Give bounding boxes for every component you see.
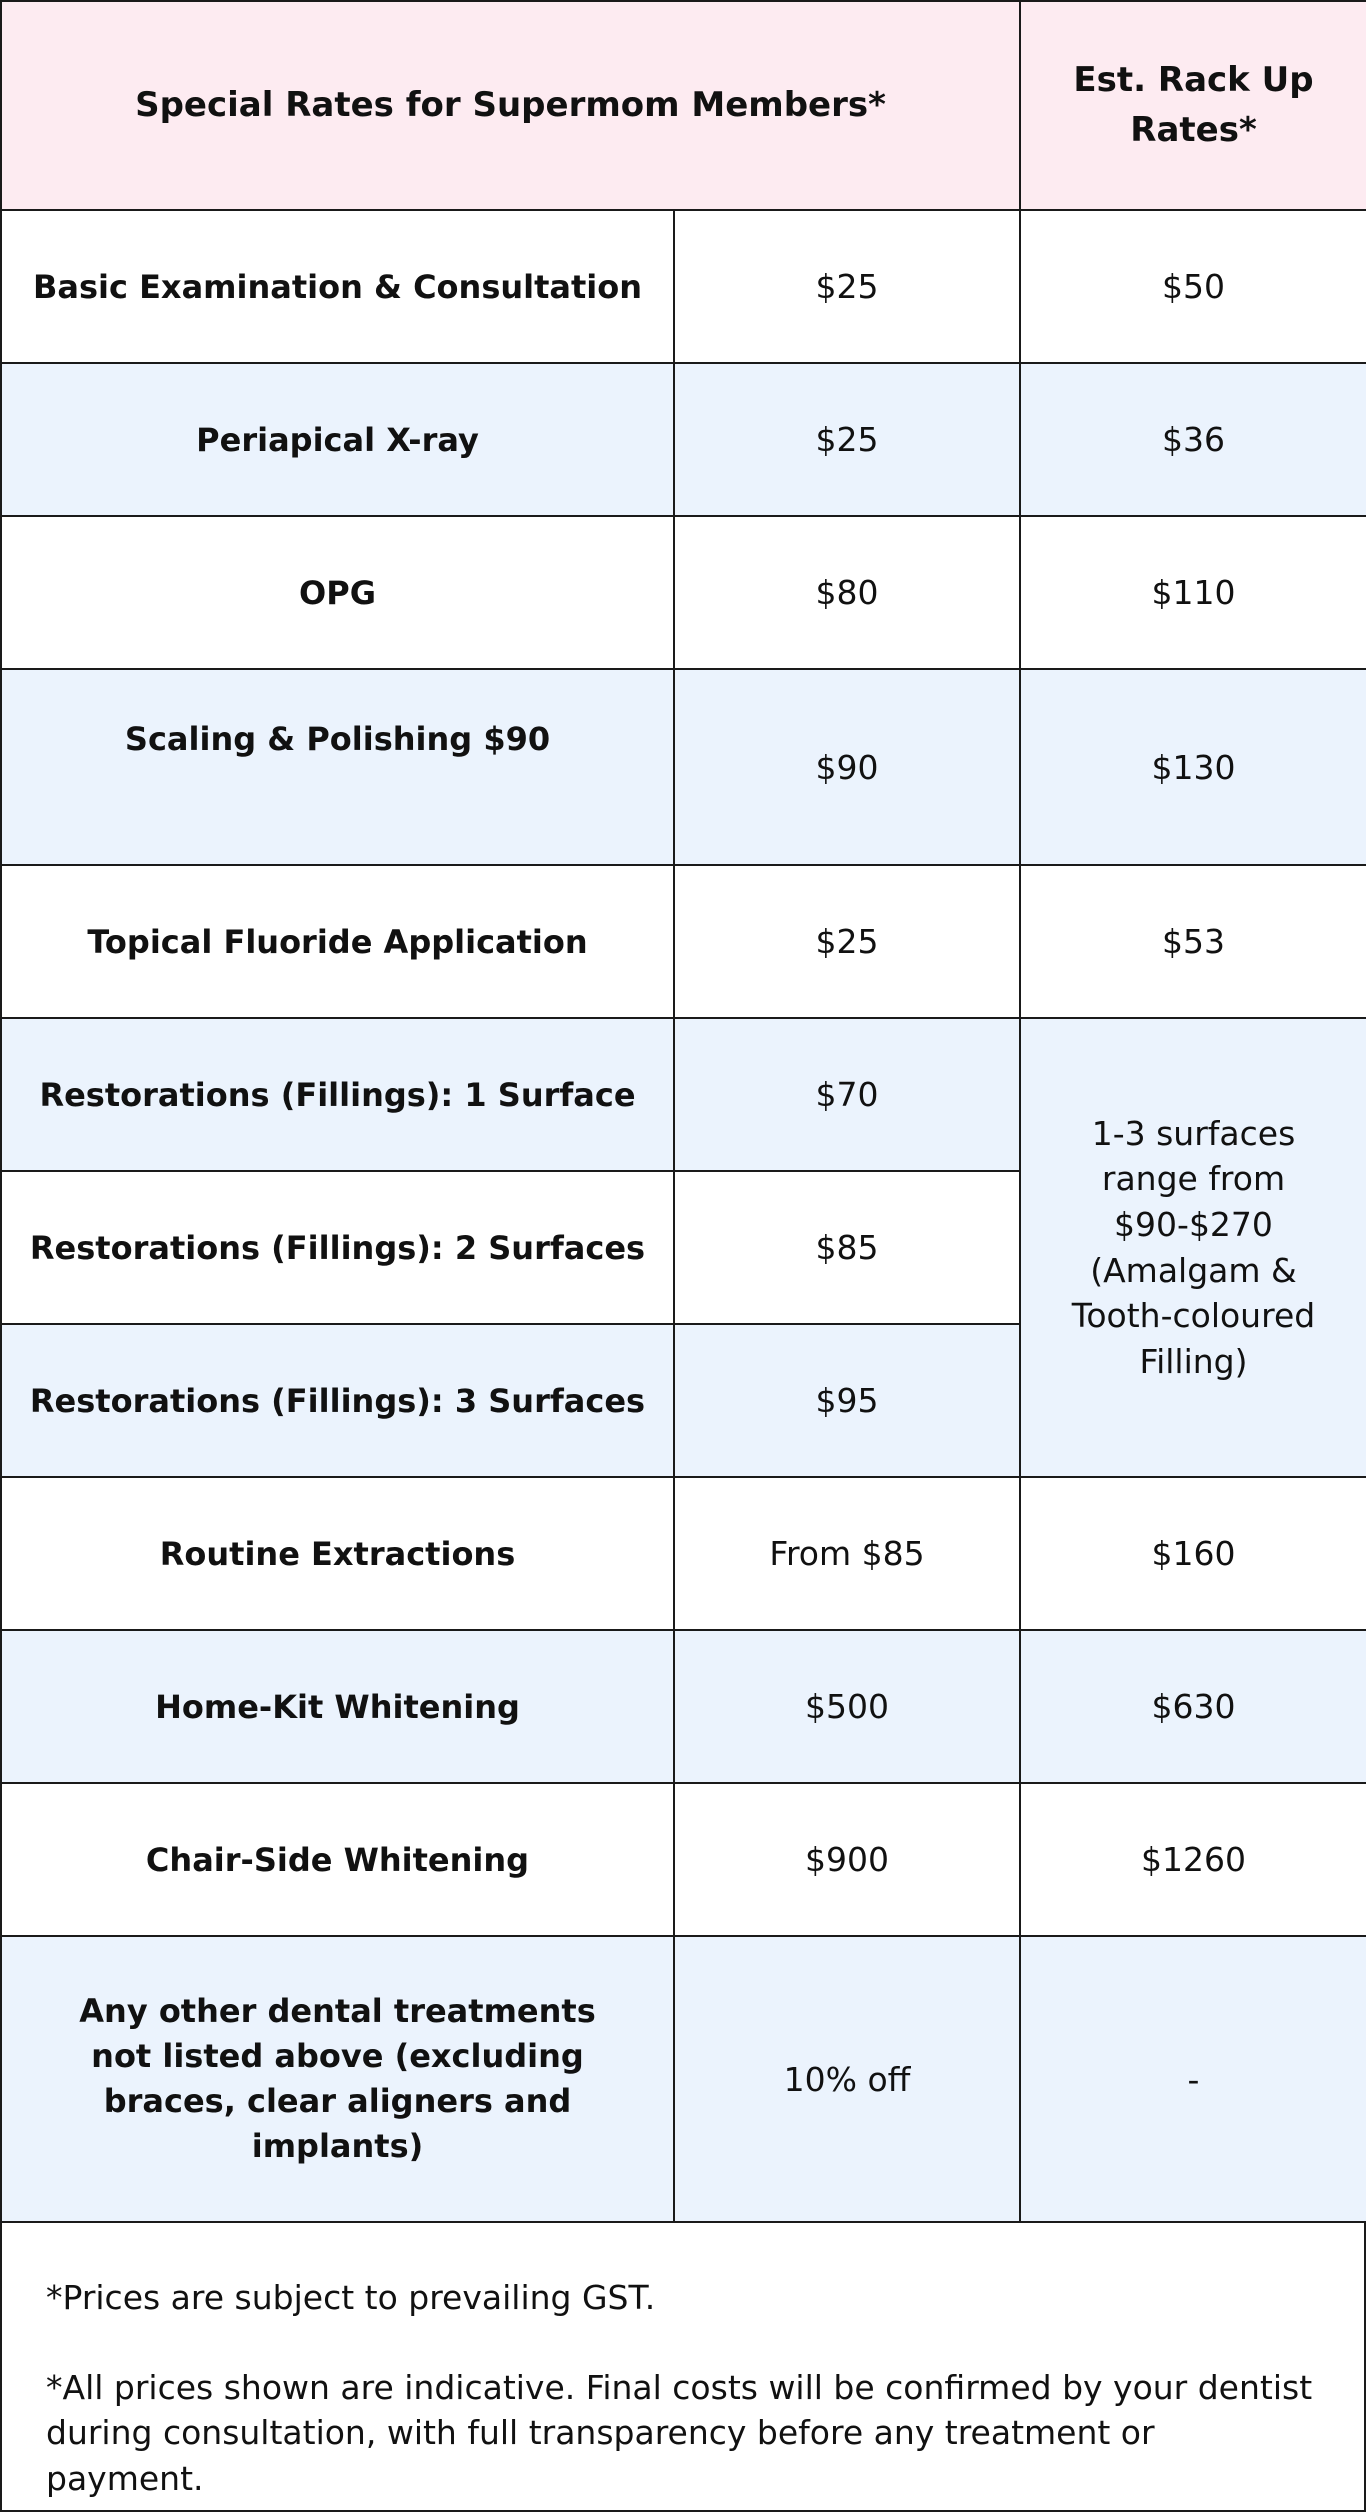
- member-rate: $85: [674, 1171, 1020, 1324]
- service-name: Restorations (Fillings): 1 Surface: [1, 1018, 674, 1171]
- footnote-indicative: *All prices shown are indicative. Final costs will be confirmed by your dentist during consultation, with full transparency before any treatment or payment.: [46, 2367, 1313, 2498]
- service-name: Restorations (Fillings): 2 Surfaces: [1, 1171, 674, 1324]
- rack-rate: -: [1020, 1936, 1366, 2222]
- table-row: [1, 363, 1366, 516]
- table-row: [1, 865, 1366, 1018]
- rack-rate: $1260: [1020, 1783, 1366, 1936]
- header-rack-up: Est. Rack Up Rates*: [1020, 1, 1366, 210]
- table-row: [1, 1477, 1366, 1630]
- table-row: [1, 1936, 1366, 2222]
- service-name: Scaling & Polishing $90: [1, 669, 674, 865]
- table-row: [1, 1630, 1366, 1783]
- service-name: Chair-Side Whitening: [1, 1783, 674, 1936]
- service-name: OPG: [1, 516, 674, 669]
- member-rate: $25: [674, 363, 1020, 516]
- table-row: [1, 1018, 1366, 1171]
- service-name: Restorations (Fillings): 3 Surfaces: [1, 1324, 674, 1477]
- rack-rate: $160: [1020, 1477, 1366, 1630]
- service-name: Topical Fluoride Application: [1, 865, 674, 1018]
- footnotes: [0, 2223, 1366, 2512]
- table-row: [1, 669, 1366, 865]
- footnote-gst: *Prices are subject to prevailing GST.: [46, 2278, 656, 2317]
- rack-rate: $630: [1020, 1630, 1366, 1783]
- member-rate: 10% off: [674, 1936, 1020, 2222]
- member-rate: $900: [674, 1783, 1020, 1936]
- service-name: Basic Examination & Consultation: [1, 210, 674, 363]
- table-row: [1, 210, 1366, 363]
- member-rate: $70: [674, 1018, 1020, 1171]
- member-rate: $25: [674, 210, 1020, 363]
- rack-rate: $50: [1020, 210, 1366, 363]
- table-row: [1, 1783, 1366, 1936]
- rack-rate: $53: [1020, 865, 1366, 1018]
- table-header: [1, 1, 1366, 210]
- member-rate: $500: [674, 1630, 1020, 1783]
- header-title: Special Rates for Supermom Members*: [1, 1, 1020, 210]
- table-row: [1, 516, 1366, 669]
- service-name: Any other dental treatments not listed above (excluding braces, clear aligners and implants): [1, 1936, 674, 2222]
- member-rate: $95: [674, 1324, 1020, 1477]
- rack-rate: $36: [1020, 363, 1366, 516]
- member-rate: From $85: [674, 1477, 1020, 1630]
- member-rate: $90: [674, 669, 1020, 865]
- member-rate: $80: [674, 516, 1020, 669]
- rack-rate: $130: [1020, 669, 1366, 865]
- rack-rate-fillings: 1-3 surfaces range from $90-$270 (Amalgam & Tooth-coloured Filling): [1020, 1018, 1366, 1477]
- rack-rate: $110: [1020, 516, 1366, 669]
- member-rate: $25: [674, 865, 1020, 1018]
- service-name: Periapical X-ray: [1, 363, 674, 516]
- service-name: Home-Kit Whitening: [1, 1630, 674, 1783]
- service-name: Routine Extractions: [1, 1477, 674, 1630]
